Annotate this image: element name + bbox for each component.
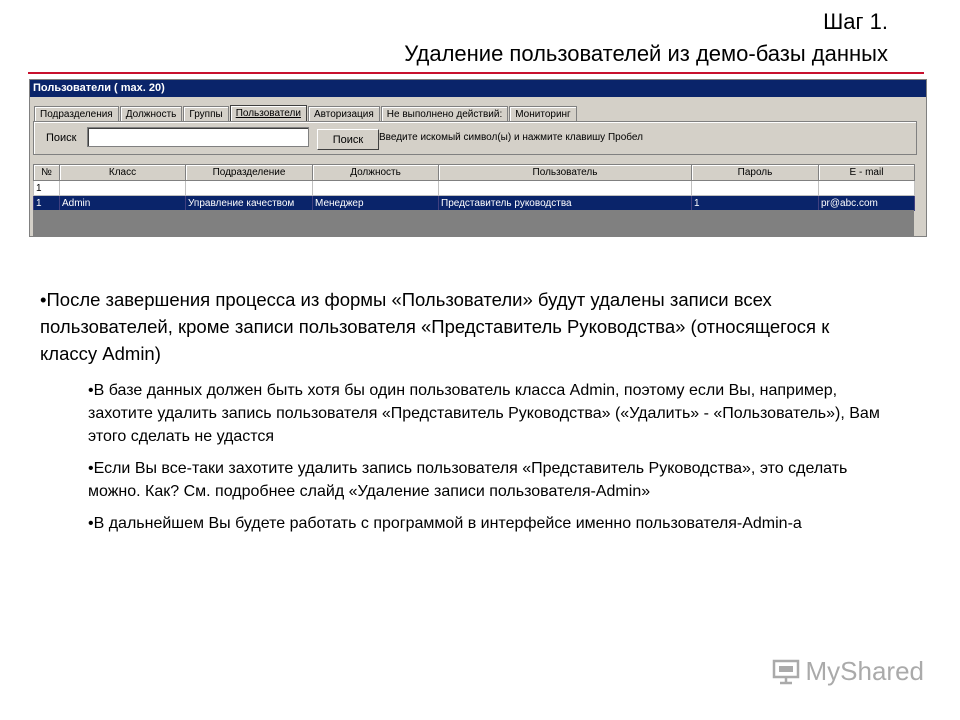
search-hint: Введите искомый символ(ы) и нажмите клавишу Пробел (379, 132, 643, 143)
watermark-text: MyShared (805, 656, 924, 686)
slide-title-step: Шаг 1. (823, 9, 888, 34)
window-titlebar: Пользователи ( max. 20) (30, 80, 926, 97)
cell-position: Менеджер (313, 196, 439, 211)
users-table (33, 164, 915, 211)
cell-number: 1 (34, 181, 60, 196)
cell-department (186, 181, 313, 196)
table-empty-area (33, 210, 914, 237)
search-panel (33, 121, 917, 155)
column-header-user[interactable]: Пользователь (439, 165, 692, 181)
cell-department: Управление качеством (186, 196, 313, 211)
search-button[interactable]: Поиск (317, 129, 379, 150)
cell-email: pr@abc.com (819, 196, 915, 211)
cell-password: 1 (692, 196, 819, 211)
bullet-sub-1: •В базе данных должен быть хотя бы один пользователь класса Admin, поэтому если Вы, например, захотите удалить запись пользователя «Представитель Руководства» («Удалить» - «Пользователь»), Вам этого сделать не удастся (88, 382, 880, 445)
cell-password (692, 181, 819, 196)
slide-title-heading: Удаление пользователей из демо-базы данных (404, 41, 888, 66)
column-header-class[interactable]: Класс (60, 165, 186, 181)
presentation-board-icon (772, 658, 800, 686)
tab-monitoring[interactable]: Мониторинг (509, 106, 576, 122)
tab-bar (34, 102, 578, 122)
bullet-main: •После завершения процесса из формы «Пользователи» будут удалены записи всех пользователей, кроме записи пользователя «Представитель Руководства» (относящегося к классу Admin) (40, 289, 830, 364)
column-header-number[interactable]: № (34, 165, 60, 181)
tab-authorization[interactable]: Авторизация (308, 106, 380, 122)
cell-user: Представитель руководства (439, 196, 692, 211)
watermark (772, 656, 925, 687)
tab-positions[interactable]: Должность (120, 106, 183, 122)
cell-class (60, 181, 186, 196)
cell-class: Admin (60, 196, 186, 211)
tab-pending-actions[interactable]: Не выполнено действий: (381, 106, 508, 122)
search-input[interactable] (87, 127, 309, 147)
slide-title (404, 6, 888, 70)
column-header-department[interactable]: Подразделение (186, 165, 313, 181)
table-row-selected[interactable] (34, 196, 915, 211)
table-header (34, 165, 915, 181)
bullet-list (40, 286, 880, 544)
bullet-sub-3: •В дальнейшем Вы будете работать с программой в интерфейсе именно пользователя-Admin-а (88, 515, 802, 532)
tab-groups[interactable]: Группы (183, 106, 228, 122)
table-row[interactable] (34, 181, 915, 196)
search-label: Поиск (46, 132, 77, 144)
cell-position (313, 181, 439, 196)
column-header-email[interactable]: E - mail (819, 165, 915, 181)
cell-email (819, 181, 915, 196)
column-header-position[interactable]: Должность (313, 165, 439, 181)
tab-users[interactable]: Пользователи (230, 105, 307, 123)
cell-number: 1 (34, 196, 60, 211)
bullet-sub-2: •Если Вы все-таки захотите удалить запись пользователя «Представитель Руководства», это сделать можно. Как? См. подробнее слайд «Удаление записи пользователя-Admin» (88, 460, 848, 500)
cell-user (439, 181, 692, 196)
tab-departments[interactable]: Подразделения (34, 106, 119, 122)
users-window (29, 79, 927, 237)
title-divider (28, 72, 924, 74)
column-header-password[interactable]: Пароль (692, 165, 819, 181)
